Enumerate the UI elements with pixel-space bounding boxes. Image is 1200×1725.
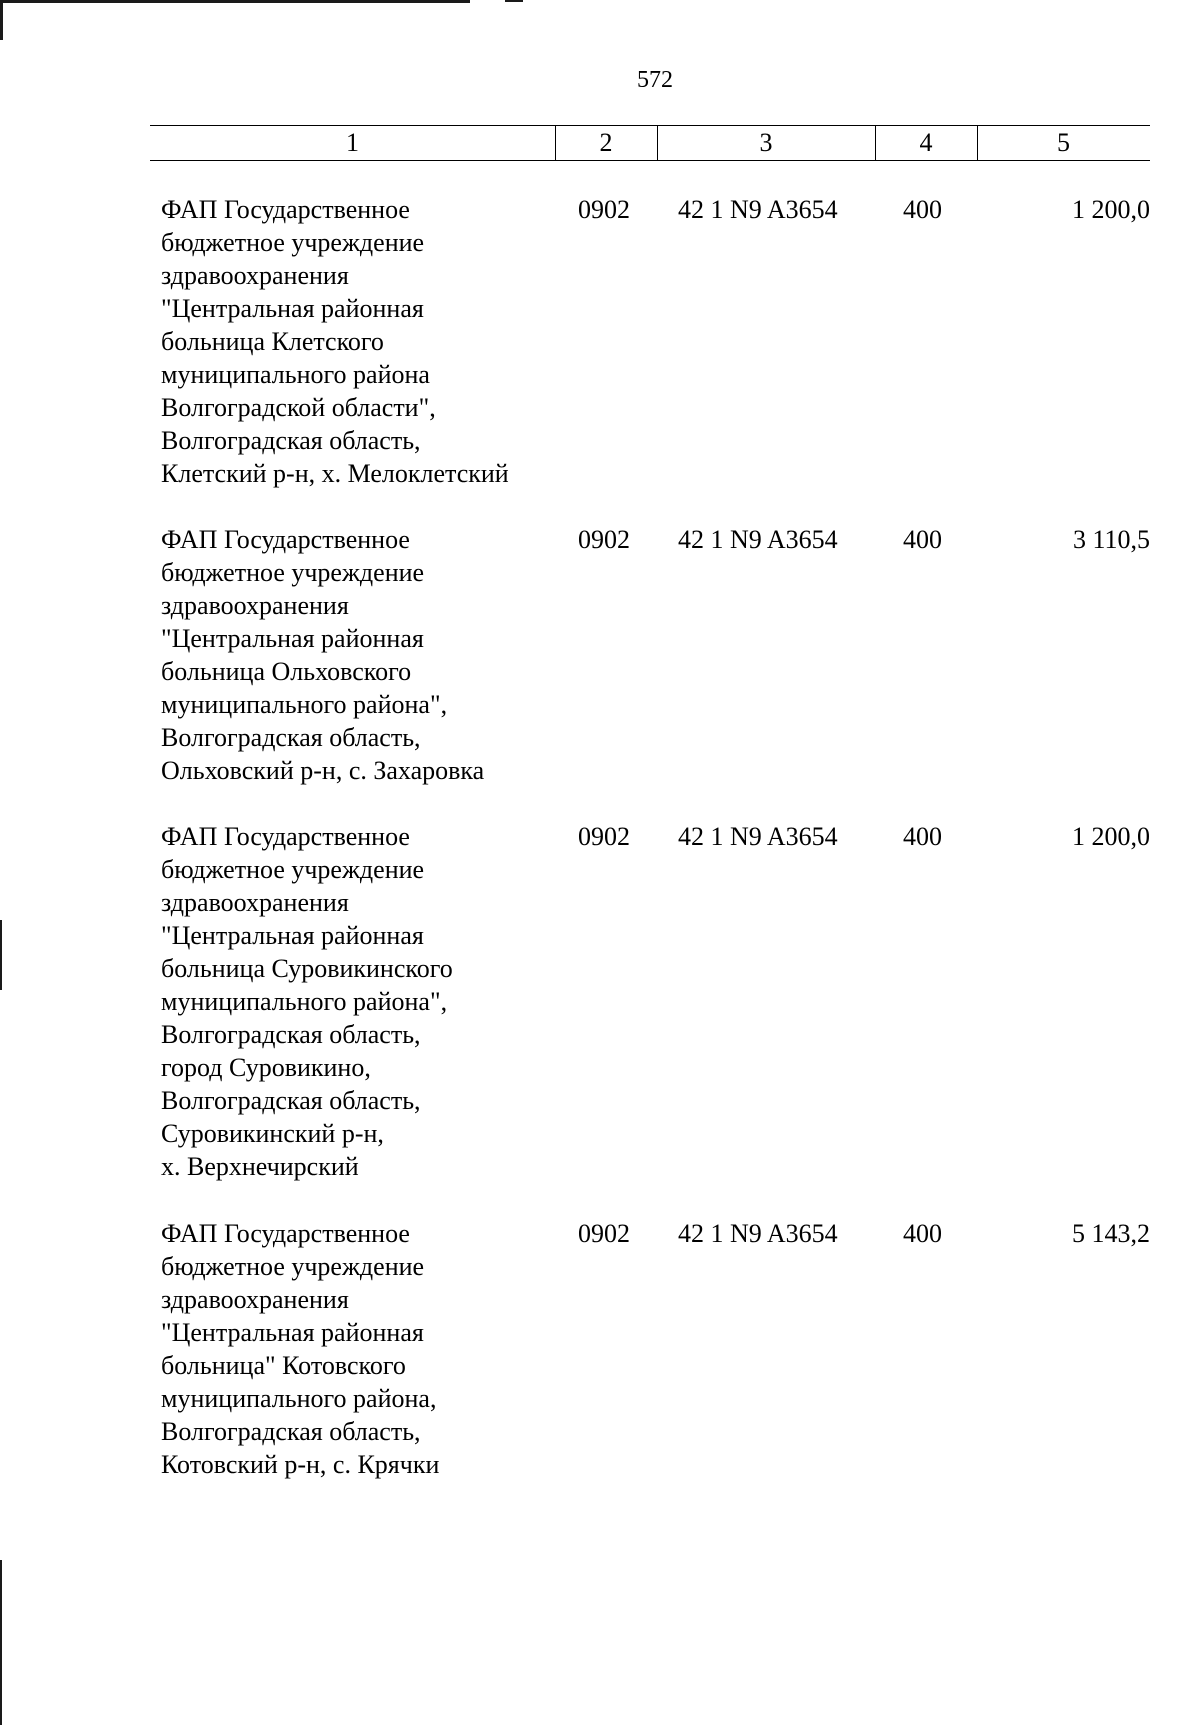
name-line: Волгоградская область, xyxy=(161,1086,421,1115)
name-line: бюджетное учреждение xyxy=(161,228,425,257)
amount-value: 1 200,0 xyxy=(1072,195,1150,224)
name-line: здравоохранения xyxy=(161,1285,349,1314)
scan-edge-mark xyxy=(505,0,523,2)
column-header-2: 2 xyxy=(599,128,613,157)
amount-value: 1 200,0 xyxy=(1072,822,1150,851)
name-line: Клетский р-н, х. Мелоклетский xyxy=(161,459,509,488)
target-article: 42 1 N9 A3654 xyxy=(678,195,838,224)
name-line: Волгоградская область, xyxy=(161,1020,421,1049)
name-line: бюджетное учреждение xyxy=(161,855,425,884)
expense-type: 400 xyxy=(903,525,942,554)
expense-type: 400 xyxy=(903,822,942,851)
name-line: "Центральная районная xyxy=(161,294,424,323)
name-line: муниципального района", xyxy=(161,690,448,719)
name-line: больница Ольховского xyxy=(161,657,412,686)
institution-name xyxy=(161,193,509,490)
name-line: "Центральная районная xyxy=(161,921,424,950)
section-code: 0902 xyxy=(578,195,630,224)
name-line: Суровикинский р-н, xyxy=(161,1119,384,1148)
column-header-4: 4 xyxy=(919,128,933,157)
name-line: ФАП Государственное xyxy=(161,525,410,554)
page-number: 572 xyxy=(637,67,673,93)
name-line: больница Суровикинского xyxy=(161,954,453,983)
column-header-5: 5 xyxy=(1057,128,1070,157)
scan-edge-left xyxy=(0,920,2,990)
section-code: 0902 xyxy=(578,822,630,851)
target-article: 42 1 N9 A3654 xyxy=(678,822,838,851)
expense-type: 400 xyxy=(903,1219,942,1248)
amount-value: 5 143,2 xyxy=(1072,1219,1150,1248)
institution-name xyxy=(161,523,484,787)
name-line: ФАП Государственное xyxy=(161,1219,410,1248)
scan-edge-top xyxy=(0,0,470,3)
name-line: бюджетное учреждение xyxy=(161,1252,425,1281)
column-header-3: 3 xyxy=(759,128,773,157)
section-code: 0902 xyxy=(578,1219,630,1248)
name-line: муниципального района xyxy=(161,360,430,389)
name-line: муниципального района", xyxy=(161,987,448,1016)
name-line: ФАП Государственное xyxy=(161,195,410,224)
name-line: здравоохранения xyxy=(161,591,349,620)
name-line: "Центральная районная xyxy=(161,624,424,653)
institution-name xyxy=(161,820,453,1183)
scan-edge-left xyxy=(0,0,3,40)
column-header-1: 1 xyxy=(346,128,359,157)
target-article: 42 1 N9 A3654 xyxy=(678,525,838,554)
target-article: 42 1 N9 A3654 xyxy=(678,1219,838,1248)
name-line: здравоохранения xyxy=(161,888,349,917)
scan-edge-left xyxy=(0,1560,2,1725)
name-line: Волгоградской области", xyxy=(161,393,436,422)
name-line: Ольховский р-н, с. Захаровка xyxy=(161,756,485,785)
name-line: х. Верхнечирский xyxy=(161,1152,359,1181)
name-line: Котовский р-н, с. Крячки xyxy=(161,1450,440,1479)
name-line: бюджетное учреждение xyxy=(161,558,425,587)
name-line: муниципального района, xyxy=(161,1384,437,1413)
name-line: город Суровикино, xyxy=(161,1053,371,1082)
name-line: "Центральная районная xyxy=(161,1318,424,1347)
name-line: ФАП Государственное xyxy=(161,822,410,851)
table-header-row xyxy=(150,125,1150,161)
expense-type: 400 xyxy=(903,195,942,224)
name-line: Волгоградская область, xyxy=(161,723,421,752)
section-code: 0902 xyxy=(578,525,630,554)
amount-value: 3 110,5 xyxy=(1072,525,1150,554)
name-line: больница Клетского xyxy=(161,327,384,356)
name-line: больница" Котовского xyxy=(161,1351,406,1380)
name-line: Волгоградская область, xyxy=(161,1417,421,1446)
name-line: здравоохранения xyxy=(161,261,349,290)
institution-name xyxy=(161,1217,439,1481)
name-line: Волгоградская область, xyxy=(161,426,421,455)
